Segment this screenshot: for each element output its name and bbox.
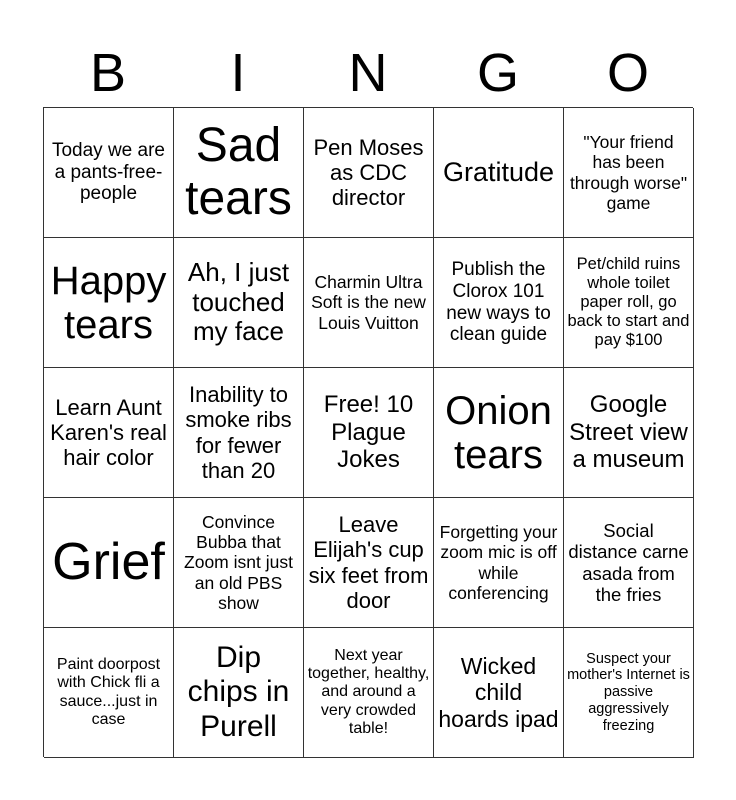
header-letter-i: I <box>230 43 246 103</box>
bingo-cell[interactable]: Learn Aunt Karen's real hair color <box>44 368 174 498</box>
bingo-cell[interactable]: Leave Elijah's cup six feet from door <box>304 498 434 628</box>
bingo-cell[interactable]: Gratitude <box>434 108 564 238</box>
bingo-cell[interactable]: Wicked child hoards ipad <box>434 628 564 758</box>
bingo-cell[interactable]: Next year together, healthy, and around a very crowded table! <box>304 628 434 758</box>
bingo-cell[interactable]: Dip chips in Purell <box>174 628 304 758</box>
bingo-cell[interactable]: Inability to smoke ribs for fewer than 20 <box>174 368 304 498</box>
header-letter-n: N <box>348 43 388 103</box>
bingo-cell[interactable]: Happy tears <box>44 238 174 368</box>
bingo-header <box>43 38 693 108</box>
bingo-cell[interactable]: Sad tears <box>174 108 304 238</box>
bingo-cell[interactable]: Charmin Ultra Soft is the new Louis Vuitton <box>304 238 434 368</box>
bingo-cell[interactable]: Paint doorpost with Chick fli a sauce...just in case <box>44 628 174 758</box>
bingo-cell[interactable]: Social distance carne asada from the fries <box>564 498 694 628</box>
bingo-board <box>43 107 693 757</box>
bingo-cell[interactable]: Google Street view a museum <box>564 368 694 498</box>
bingo-cell[interactable]: Publish the Clorox 101 new ways to clean guide <box>434 238 564 368</box>
bingo-cell[interactable]: Convince Bubba that Zoom isnt just an old PBS show <box>174 498 304 628</box>
header-letter-b: B <box>89 43 127 103</box>
header-letter-o: O <box>606 43 649 103</box>
bingo-cell[interactable]: Free! 10 Plague Jokes <box>304 368 434 498</box>
bingo-cell[interactable]: Today we are a pants-free-people <box>44 108 174 238</box>
bingo-cell[interactable]: Suspect your mother's Internet is passive aggressively freezing <box>564 628 694 758</box>
bingo-cell[interactable]: "Your friend has been through worse" game <box>564 108 694 238</box>
bingo-cell[interactable]: Pen Moses as CDC director <box>304 108 434 238</box>
bingo-cell[interactable]: Pet/child ruins whole toilet paper roll, go back to start and pay $100 <box>564 238 694 368</box>
bingo-cell[interactable]: Forgetting your zoom mic is off while conferencing <box>434 498 564 628</box>
bingo-cell[interactable]: Grief <box>44 498 174 628</box>
bingo-cell[interactable]: Ah, I just touched my face <box>174 238 304 368</box>
bingo-cell[interactable]: Onion tears <box>434 368 564 498</box>
header-letter-g: G <box>476 43 519 103</box>
